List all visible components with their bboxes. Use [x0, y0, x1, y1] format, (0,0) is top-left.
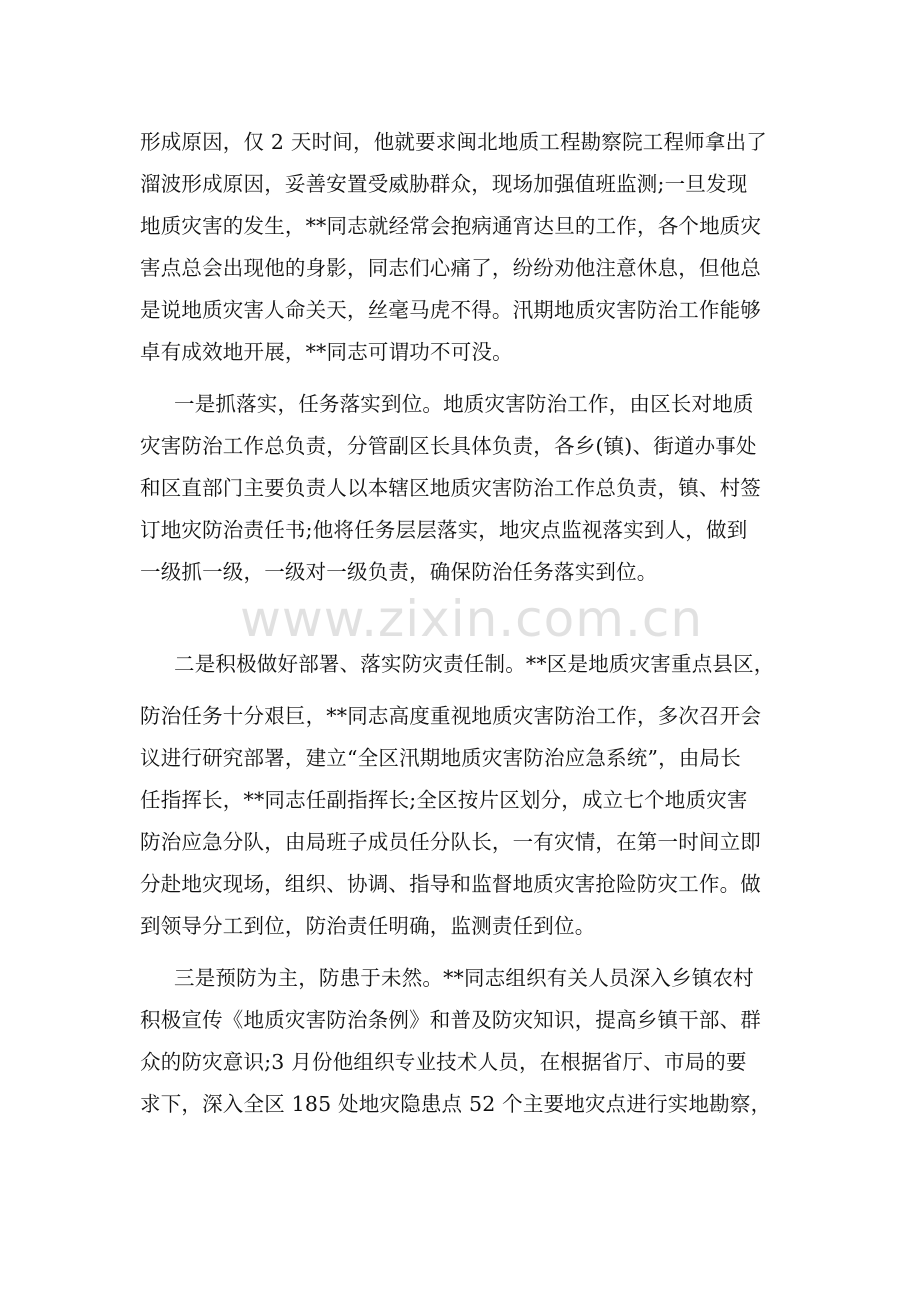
paragraph-1-line-4: 订地灾防治责任书;他将任务层层落实，地灾点监视落实到人，做到 [140, 518, 748, 542]
paragraph-2-line-5: 防治应急分队，由局班子成员任分队长，一有灾情，在第一时间立即 [140, 830, 761, 854]
paragraph-2-line-2: 防治任务十分艰巨，**同志高度重视地质灾害防治工作，多次召开会 [140, 704, 762, 728]
watermark-text: www.zixin.com.cn [240, 590, 704, 648]
text-line-3: 地质灾害的发生，**同志就经常会抱病通宵达旦的工作，各个地质灾 [140, 214, 762, 238]
paragraph-1-line-5: 一级抓一级，一级对一级负责，确保防治任务落实到位。 [140, 560, 658, 584]
text-line-5: 是说地质灾害人命关天，丝毫马虎不得。汛期地质灾害防治工作能够 [140, 298, 761, 322]
paragraph-3-line-2: 积极宣传《地质灾害防治条例》和普及防灾知识，提高乡镇干部、群 [140, 1008, 761, 1032]
text-line-6: 卓有成效地开展，**同志可谓功不可没。 [140, 340, 513, 364]
paragraph-3-line-1: 三是预防为主，防患于未然。**同志组织有关人员深入乡镇农村 [174, 966, 754, 990]
paragraph-2-line-6: 分赴地灾现场，组织、协调、指导和监督地质灾害抢险防灾工作。做 [140, 872, 761, 896]
text-line-2: 溜波形成原因，妥善安置受威胁群众，现场加强值班监测;一旦发现 [140, 172, 748, 196]
text-line-4: 害点总会出现他的身影，同志们心痛了，纷纷劝他注意休息，但他总 [140, 256, 761, 280]
paragraph-2-line-4: 任指挥长，**同志任副指挥长;全区按片区划分，成立七个地质灾害 [140, 788, 748, 812]
paragraph-2-line-3: 议进行研究部署，建立“全区汛期地质灾害防治应急系统”，由局长 [140, 746, 741, 770]
paragraph-3-line-3: 众的防灾意识;3 月份他组织专业技术人员，在根据省厅、市局的要 [140, 1050, 747, 1074]
paragraph-1-line-3: 和区直部门主要负责人以本辖区地质灾害防治工作总负责，镇、村签 [140, 476, 761, 500]
text-line-1: 形成原因，仅 2 天时间，他就要求闽北地质工程勘察院工程师拿出了 [140, 130, 767, 154]
paragraph-2-line-1: 二是积极做好部署、落实防灾责任制。**区是地质灾害重点县区， [174, 652, 775, 676]
paragraph-3-line-4: 求下，深入全区 185 处地灾隐患点 52 个主要地灾点进行实地勘察， [140, 1092, 772, 1116]
paragraph-1-line-1: 一是抓落实，任务落实到位。地质灾害防治工作，由区长对地质 [174, 392, 754, 416]
paragraph-2-line-7: 到领导分工到位，防治责任明确，监测责任到位。 [140, 914, 596, 938]
paragraph-1-line-2: 灾害防治工作总负责，分管副区长具体负责，各乡(镇)、街道办事处 [140, 434, 757, 458]
